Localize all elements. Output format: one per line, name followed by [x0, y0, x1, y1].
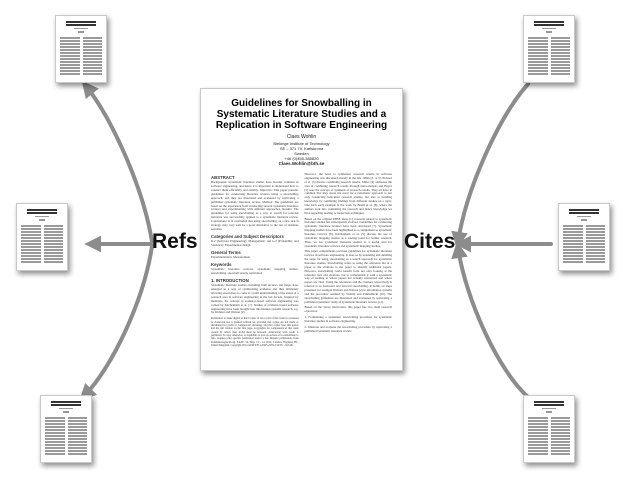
paper-affiliation-3: Sweden	[294, 150, 309, 156]
paper-right-column	[305, 173, 393, 350]
terms-heading: General Terms	[211, 249, 241, 255]
central-paper-page	[200, 88, 403, 371]
categories-heading: Categories and Subject Descriptors	[211, 233, 284, 239]
paper-body	[211, 173, 392, 350]
referenced-paper-thumbnail-top	[55, 15, 107, 83]
right-paragraph-5: 1. Formulating a systematic snowballing procedure for systematic literature studies in software engineering.	[304, 315, 392, 324]
paper-title: Guidelines for Snowballing in Systematic Literature Studies and a Replication in Software Engineering	[215, 98, 388, 131]
arrow-to-ref-top	[86, 86, 152, 242]
categories-text: D.2 [Software Engineering]: Management; and G.3 [Probability and Statistics]: Experimental design.	[211, 238, 299, 247]
permission-notice: Permission to make digital or hard copies of all or part of this work for personal or classroom use is granted without fee provided that copies are not made or distributed for profit or commercial advantage and that copies bear this notice and the full citation on the first page. Copyrights for components of this work owned by others than ACM must be honored. Abstracting with credit is permitted. To copy otherwise, or republish, to post on servers or to redistribute to lists, requires prior specific permission and/or a fee. Request permissions from Permissions@acm.org. EASE '14, May 13 - 14 2014, London, England, BC, United Kingdom. Copyright 2014 ACM 978-1-4503-2476-2/14/05 ...$15.00.	[211, 317, 299, 348]
paper-left-column	[211, 173, 299, 350]
abstract-heading: ABSTRACT	[211, 175, 235, 181]
right-paragraph-2: Based on the original EBSE ideas [1], research related to systematic literature studies has subsequently evolved. Guidelines for conducting systematic literature reviews have been developed [7]. Systematic mapping studies have been highlighted as a complement to systematic literature reviews [8]. Kitchenham et al. [9] discuss the use of systematic mapping studies as a starting point for further research. Thus, we see systematic literature studies as a useful area for systematic literature reviews and systematic mapping studies.	[304, 216, 392, 248]
keywords-text: Systematic literature reviews, systematic mapping studies, snowballing, snowball search, replication	[211, 267, 299, 276]
arrow-from-cite-top	[458, 84, 528, 242]
right-paragraph-1: However, the need to synthesize research results in software engineering was discussed already in the late 1990s [3, 4, 5]. Pickard et al. [3] discuss combining research results, Miller [4] addresses the area of combining research results through meta-analysis and Hayes [5] uses the concept of synthesis of research results. They all have in common that they stress the need for a systematic approach to not only conducting individual research studies, but also to building knowledge by combining findings from different studies on a topic. One such early example is the work by Basili et al. [6], where the authors look into combining the research and hence knowledge we have regarding reading or inspection techniques.	[304, 172, 392, 215]
right-paragraph-3: This paper complements previous guidelines for systematic literature reviews in software engineering. It does so by extending and detailing the steps for using snowballing as a search approach for systematic literature studies. Snowballing refers to using the reference list of a paper or the citations to the paper to identify additional papers. However, snowballing could benefit from not only looking at the reference lists and citations, but to complement it with a systematic way of looking at where papers are actually referenced and where papers are cited. Using the references and the citations respectively is referred to as backward and forward snowballing. It builds on steps presented for example Webster and Watson [2] in information systems and the procedure outlined by Wohlin and Prikladnicki [10]. The snowballing guidelines are illustrated and evaluated by replicating a published systematic study of systematic literature reviews [11].	[304, 249, 392, 304]
abstract-text: Background: Systematic literature studies have become common in software engineering, and hence it is important to understand how to conduct them efficiently and reliably. Objective: This paper presents guidelines for conducting literature reviews using a snowballing approach, and they are illustrated and evaluated by replicating a published systematic literature review. Method: The guidelines are based on the experience from conducting several systematic literature reviews and experimenting with different approaches. Results: The guidelines for using snowballing as a way to search for relevant literature was successfully applied to a systematic literature review. Conclusions: It is concluded that using snowballing, as a first search strategy, may very well be a good alternative to the use of database searches.	[211, 180, 299, 231]
keywords-heading: Keywords	[211, 261, 232, 267]
paper-affiliation-1: Blekinge Institute of Technology	[273, 140, 330, 146]
arrow-from-cite-bottom	[458, 248, 528, 397]
arrow-to-ref-bottom	[84, 246, 152, 396]
citing-paper-thumbnail-middle	[558, 203, 610, 271]
refs-label: Refs	[152, 230, 198, 253]
referenced-paper-thumbnail-middle	[16, 203, 68, 271]
introduction-text: Systematic literature studies, including both reviews and maps, have emerged as a way of synthesizing evidence and thus ultimately allowing researchers to come to a joint understanding of the status of a research area in software engineering in the last decade. Inspired by medicine, the concept of evidence-based software engineering was coined by Kitchenham et al. [1]. Studies of evidence-based software engineering have been brought into information systems research, e.g. by Webster and Watson [2].	[211, 283, 299, 315]
right-paragraph-6: 2. Illustrate and evaluate the snowballing procedure by replicating a published systematic literature review.	[304, 324, 392, 333]
right-paragraph-4: Based on the above motivation, this paper has two main research objectives:	[304, 305, 392, 314]
citing-paper-thumbnail-top	[523, 15, 575, 83]
paper-email: Claes.Wohlin@bth.se	[278, 161, 325, 167]
paper-author-block	[211, 134, 392, 167]
paper-phone: +46 (0)455-385820	[284, 156, 319, 162]
introduction-heading: 1. INTRODUCTION	[211, 278, 249, 283]
paper-affiliation-2: SE – 371 79, Karlskrona	[279, 145, 324, 151]
citing-paper-thumbnail-bottom	[523, 395, 575, 463]
referenced-paper-thumbnail-bottom	[40, 395, 92, 463]
cites-label: Cites	[404, 230, 456, 253]
terms-text: Experimentation, Measurement	[211, 255, 251, 260]
paper-author: Claes Wohlin	[286, 134, 317, 140]
